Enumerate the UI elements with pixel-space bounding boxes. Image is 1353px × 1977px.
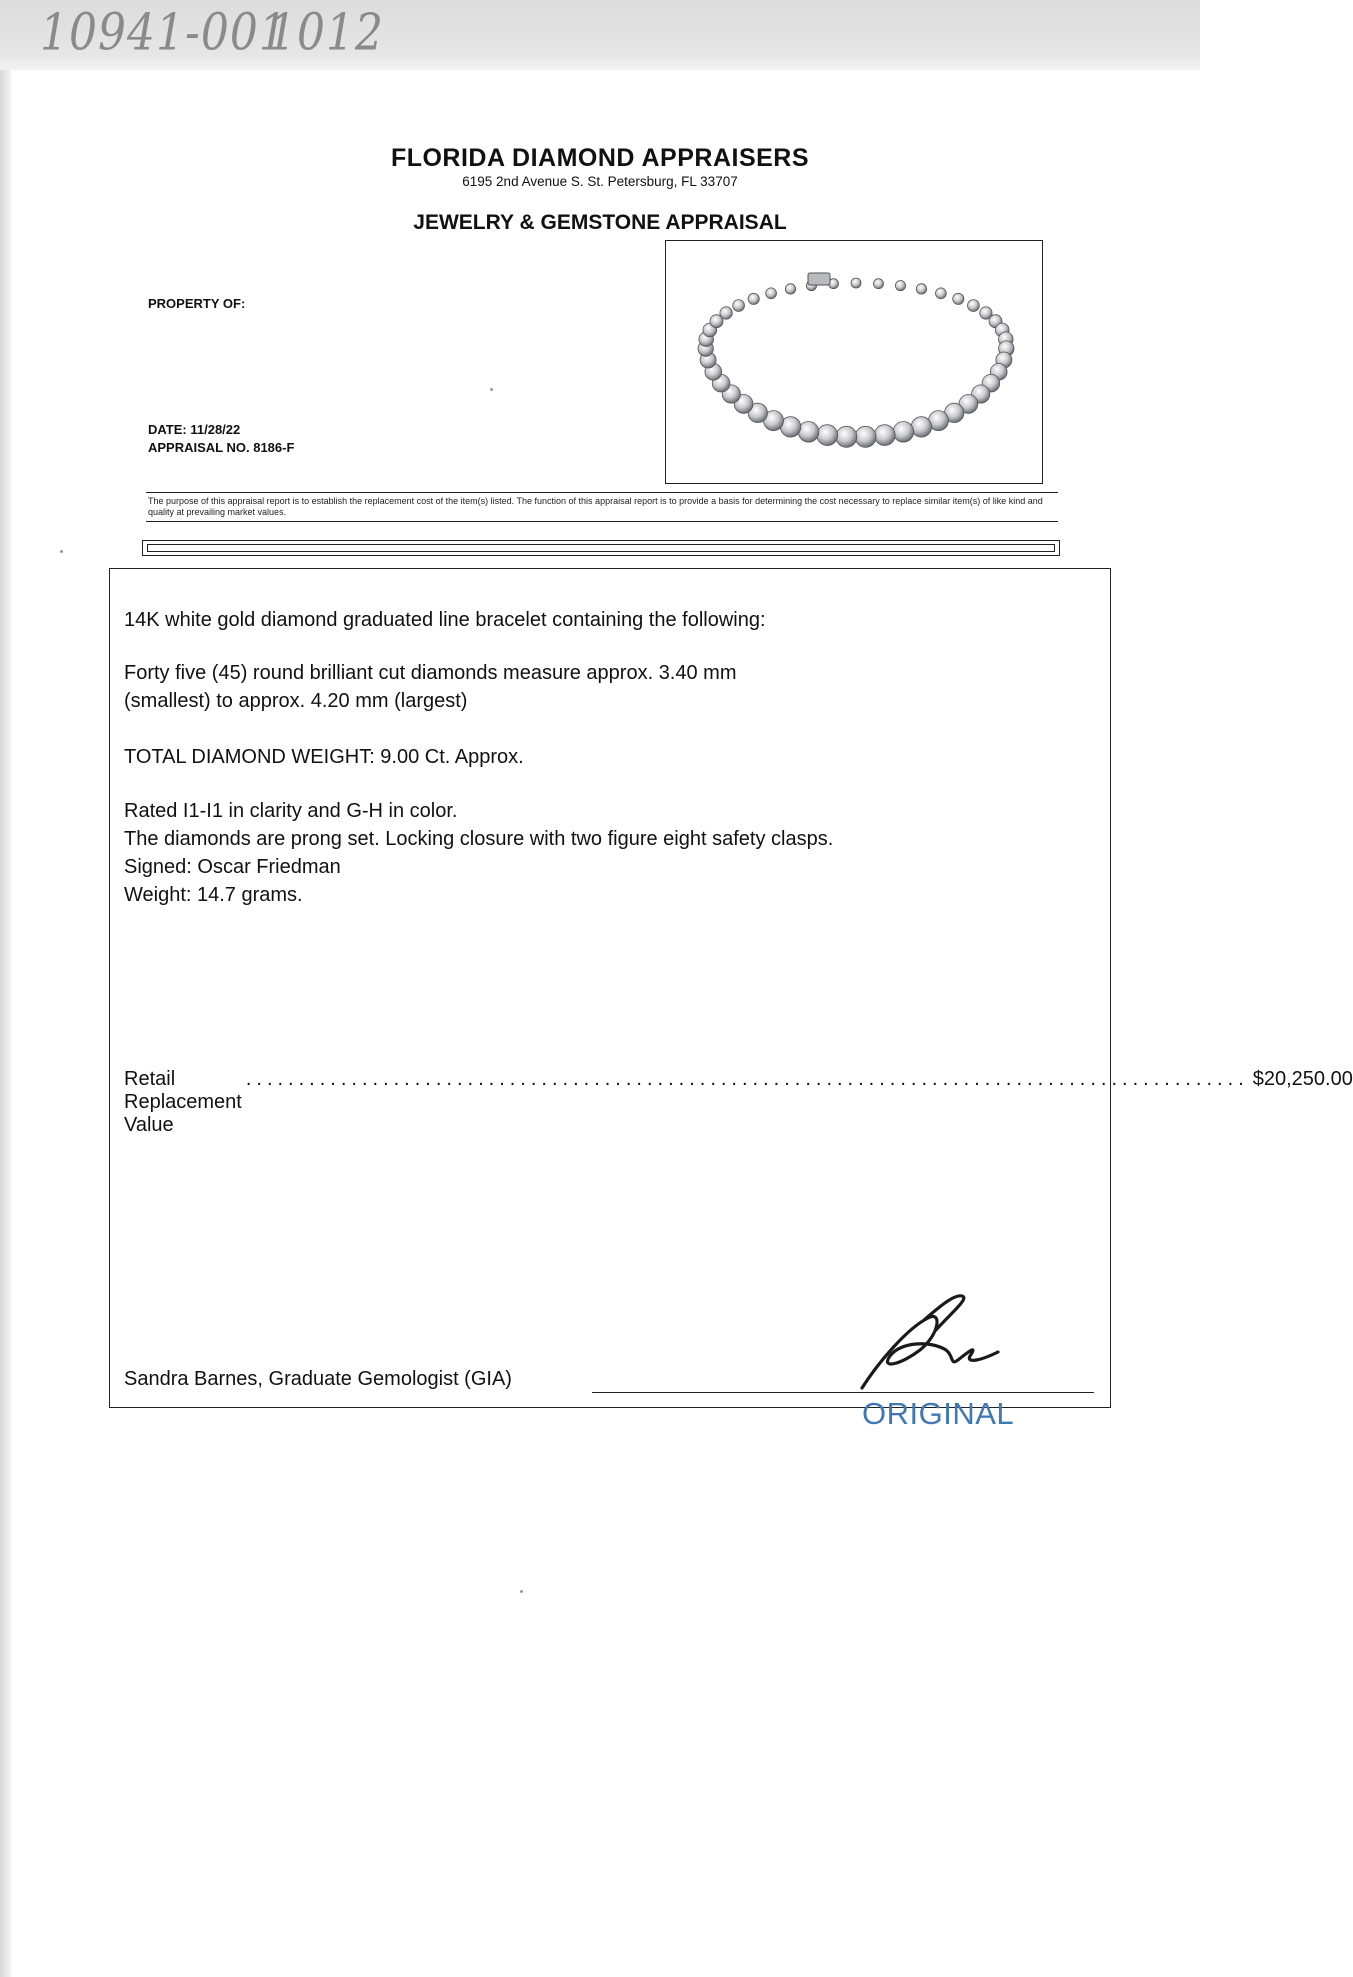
item-weight: Weight: 14.7 grams. <box>124 884 303 906</box>
clasp-icon <box>808 273 830 285</box>
diamond <box>916 284 926 294</box>
appraiser-name: Sandra Barnes, Graduate Gemologist (GIA) <box>124 1368 512 1390</box>
decorative-double-bar <box>142 540 1060 556</box>
company-address: 6195 2nd Avenue S. St. Petersburg, FL 33707 <box>462 174 738 189</box>
diamond <box>968 300 980 312</box>
total-diamond-weight: TOTAL DIAMOND WEIGHT: 9.00 Ct. Approx. <box>124 746 524 768</box>
maker-signature: Signed: Oscar Friedman <box>124 856 341 878</box>
diamond <box>874 425 895 446</box>
company-name: FLORIDA DIAMOND APPRAISERS <box>390 144 810 172</box>
diamond <box>851 278 861 288</box>
diamond <box>748 293 759 304</box>
retail-value-row <box>124 1068 1353 1136</box>
item-intro: 14K white gold diamond graduated line bracelet containing the following: <box>124 609 766 631</box>
handwritten-file-number: 10941-001 <box>40 3 288 63</box>
diamond <box>720 307 732 319</box>
retail-value-amount: $20,250.00 <box>1252 1068 1353 1090</box>
handwritten-signature <box>850 1290 1020 1400</box>
setting-closure: The diamonds are prong set. Locking closure with two figure eight safety clasps. <box>124 828 834 850</box>
diamond <box>836 426 857 447</box>
diamond <box>893 422 914 443</box>
original-stamp: ORIGINAL <box>862 1396 1015 1431</box>
purpose-statement: The purpose of this appraisal report is to establish the replacement cost of the item(s) listed. The function of this appraisal report is to provide a basis for determining the cost necessary to replace similar item(s) of like kind and quality at prevailing market values. <box>148 496 1043 517</box>
divider-bottom <box>146 521 1058 522</box>
diamond <box>785 284 795 294</box>
diamond <box>798 422 819 443</box>
property-of-label: PROPERTY OF: <box>148 296 246 311</box>
leader-dots: ............................................................................................... <box>245 1068 1249 1090</box>
scan-speck <box>520 1590 523 1593</box>
scan-speck <box>60 550 63 553</box>
bracelet-photo <box>665 240 1043 484</box>
diamond <box>766 288 777 299</box>
bracelet-illustration <box>666 241 1042 483</box>
clarity-color-rating: Rated I1-I1 in clarity and G-H in color. <box>124 800 458 822</box>
diamond <box>855 426 876 447</box>
diamond <box>936 288 947 299</box>
document-title: JEWELRY & GEMSTONE APPRAISAL <box>413 211 787 234</box>
diamond <box>733 300 745 312</box>
divider-top <box>146 492 1058 493</box>
handwritten-lot-number: 1012 <box>268 3 384 63</box>
appraisal-date: DATE: 11/28/22 <box>148 422 241 437</box>
item-description-line-1: Forty five (45) round brilliant cut diamonds measure approx. 3.40 mm <box>124 662 737 684</box>
retail-value-label: Retail Replacement Value <box>124 1068 242 1136</box>
diamond <box>874 279 884 289</box>
scan-left-edge <box>0 70 12 1977</box>
appraisal-number: APPRAISAL NO. 8186-F <box>148 440 295 455</box>
item-description-line-2: (smallest) to approx. 4.20 mm (largest) <box>124 690 468 712</box>
diamond <box>911 417 931 437</box>
scan-speck <box>490 388 493 391</box>
diamond <box>895 281 905 291</box>
diamond <box>817 425 838 446</box>
diamond-links <box>698 278 1014 447</box>
diamond <box>953 293 964 304</box>
